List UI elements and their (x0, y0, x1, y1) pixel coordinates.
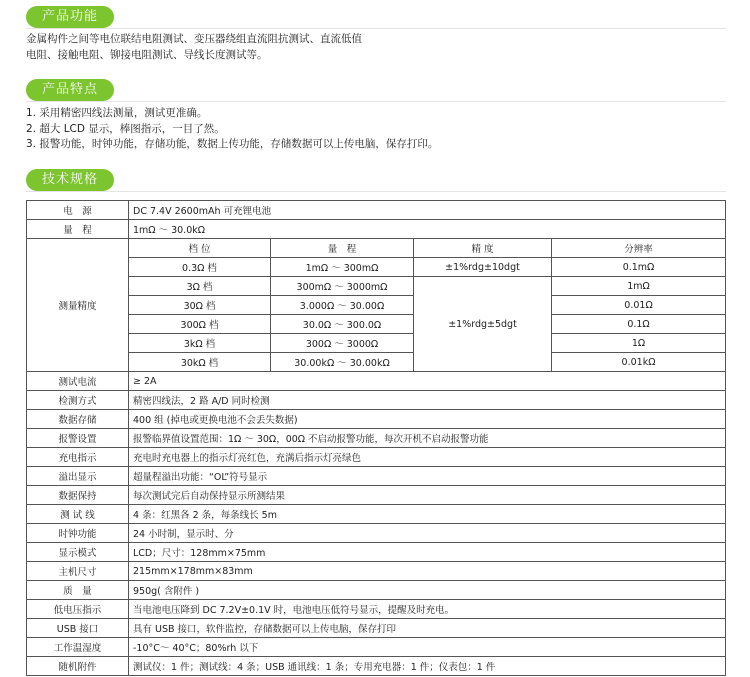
spec-label-accuracy: 测量精度 (27, 239, 129, 372)
spec-label: 测 试 线 (27, 505, 129, 524)
range-cell: 30.0Ω ～ 300.0Ω (271, 315, 414, 334)
spec-value: 950g( 含附件 ) (129, 581, 726, 600)
table-row (27, 638, 726, 657)
table-row (27, 277, 726, 296)
gear-cell: 300Ω 档 (129, 315, 271, 334)
gear-cell: 3Ω 档 (129, 277, 271, 296)
spec-value: 报警临界值设置范围：1Ω ～ 30Ω，00Ω 不启动报警功能，每次开机不启动报警功能 (129, 429, 726, 448)
table-row (27, 296, 726, 315)
precision-cell: ±1%rdg±10dgt (414, 258, 552, 277)
feature-item: 3. 报警功能，时钟功能，存储功能，数据上传功能，存储数据可以上传电脑，保存打印。 (26, 138, 439, 150)
spec-value: 测试仪：1 件；测试线：4 条；USB 通讯线：1 条；专用充电器：1 件；仪表包：1 件 (129, 657, 726, 676)
features-list (26, 106, 438, 153)
table-row (27, 429, 726, 448)
spec-value: 超量程溢出功能：“OL”符号显示 (129, 467, 726, 486)
spec-label: 数据存储 (27, 410, 129, 429)
spec-value: LCD；尺寸：128mm×75mm (129, 543, 726, 562)
spec-label: 时钟功能 (27, 524, 129, 543)
spec-value: 每次测试完后自动保持显示所测结果 (129, 486, 726, 505)
spec-value: 215mm×178mm×83mm (129, 562, 726, 581)
range-cell: 30.00kΩ ～ 30.00kΩ (271, 353, 414, 372)
section-divider (26, 28, 726, 29)
table-row (27, 315, 726, 334)
table-row (27, 201, 726, 220)
spec-value: 当电池电压降到 DC 7.2V±0.1V 时，电池电压低符号显示，提醒及时充电。 (129, 600, 726, 619)
spec-value: DC 7.4V 2600mAh 可充锂电池 (129, 201, 726, 220)
table-row (27, 391, 726, 410)
spec-value: ≥ 2A (129, 372, 726, 391)
gear-cell: 30Ω 档 (129, 296, 271, 315)
range-cell: 1mΩ ～ 300mΩ (271, 258, 414, 277)
table-row (27, 524, 726, 543)
section-badge-functions: 产品功能 (26, 6, 114, 28)
spec-label: 检测方式 (27, 391, 129, 410)
feature-item: 2. 超大 LCD 显示，棒图指示，一目了然。 (26, 122, 225, 135)
spec-label: 低电压指示 (27, 600, 129, 619)
spec-label: 随机附件 (27, 657, 129, 676)
gear-cell: 0.3Ω 档 (129, 258, 271, 277)
sub-header-range: 量 程 (271, 239, 414, 258)
table-row (27, 505, 726, 524)
spec-label: 电 源 (27, 201, 129, 220)
section-divider (26, 101, 726, 102)
table-row (27, 562, 726, 581)
table-row (27, 239, 726, 258)
functions-text (26, 32, 362, 63)
spec-label: 测试电流 (27, 372, 129, 391)
table-row (27, 600, 726, 619)
resolution-cell: 1mΩ (552, 277, 726, 296)
table-row (27, 486, 726, 505)
sub-header-resolution: 分辨率 (552, 239, 726, 258)
spec-value: 具有 USB 接口，软件监控，存储数据可以上传电脑，保存打印 (129, 619, 726, 638)
spec-label: 质 量 (27, 581, 129, 600)
section-badge-features: 产品特点 (26, 79, 114, 101)
spec-value: -10°C～ 40°C；80%rh 以下 (129, 638, 726, 657)
resolution-cell: 0.01Ω (552, 296, 726, 315)
table-row (27, 581, 726, 600)
spec-label: 数据保持 (27, 486, 129, 505)
table-row (27, 372, 726, 391)
table-row (27, 334, 726, 353)
gear-cell: 3kΩ 档 (129, 334, 271, 353)
spec-label: 主机尺寸 (27, 562, 129, 581)
resolution-cell: 0.01kΩ (552, 353, 726, 372)
sub-header-precision: 精 度 (414, 239, 552, 258)
gear-cell: 30kΩ 档 (129, 353, 271, 372)
spec-value: 精密四线法，2 路 A/D 同时检测 (129, 391, 726, 410)
spec-value: 1mΩ ～ 30.0kΩ (129, 220, 726, 239)
table-row (27, 353, 726, 372)
spec-label: 显示模式 (27, 543, 129, 562)
functions-line-1: 金属构件之间等电位联结电阻测试、变压器绕组直流阻抗测试、直流低值 (26, 33, 362, 45)
range-cell: 3.000Ω ～ 30.00Ω (271, 296, 414, 315)
table-row (27, 467, 726, 486)
table-row (27, 619, 726, 638)
spec-value: 充电时充电器上的指示灯亮红色，充满后指示灯亮绿色 (129, 448, 726, 467)
functions-line-2: 电阻、接触电阻、铆接电阻测试、导线长度测试等。 (26, 48, 268, 61)
spec-value: 400 组 (掉电或更换电池不会丢失数据) (129, 410, 726, 429)
section-divider (26, 191, 726, 192)
spec-label: 量 程 (27, 220, 129, 239)
resolution-cell: 0.1mΩ (552, 258, 726, 277)
range-cell: 300mΩ ～ 3000mΩ (271, 277, 414, 296)
spec-label: 充电指示 (27, 448, 129, 467)
feature-item: 1. 采用精密四线法测量，测试更准确。 (26, 107, 208, 119)
table-row (27, 543, 726, 562)
spec-label: 溢出显示 (27, 467, 129, 486)
spec-value: 4 条：红黑各 2 条，每条线长 5m (129, 505, 726, 524)
spec-label: USB 接口 (27, 619, 129, 638)
table-row (27, 448, 726, 467)
table-row (27, 657, 726, 676)
spec-label: 工作温湿度 (27, 638, 129, 657)
table-row (27, 410, 726, 429)
range-cell: 300Ω ～ 3000Ω (271, 334, 414, 353)
resolution-cell: 1Ω (552, 334, 726, 353)
spec-label: 报警设置 (27, 429, 129, 448)
section-badge-specs: 技术规格 (26, 169, 114, 191)
spec-table (26, 200, 726, 676)
table-row (27, 220, 726, 239)
precision-cell: ±1%rdg±5dgt (414, 277, 552, 372)
resolution-cell: 0.1Ω (552, 315, 726, 334)
table-row (27, 258, 726, 277)
spec-value: 24 小时制，显示时、分 (129, 524, 726, 543)
sub-header-gear: 档 位 (129, 239, 271, 258)
